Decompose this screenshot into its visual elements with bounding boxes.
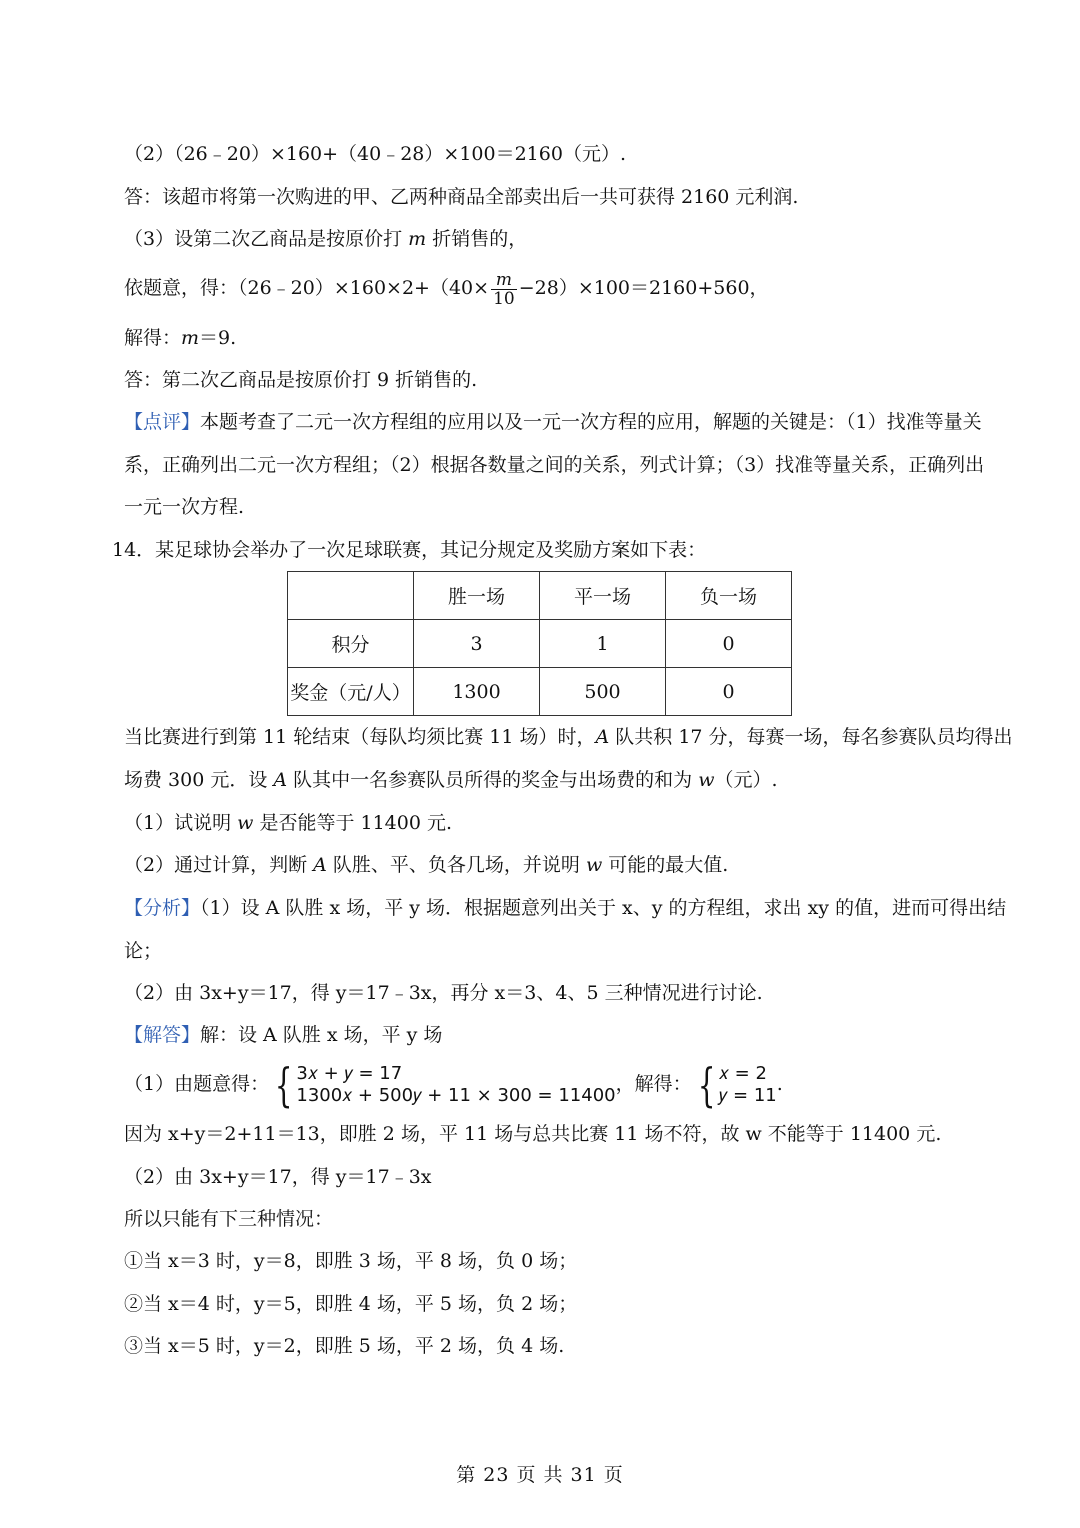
brace: { <box>697 1058 716 1112</box>
variable: m <box>181 327 200 349</box>
table-cell: 1 <box>540 620 666 668</box>
brace: { <box>274 1058 293 1112</box>
text-segment: （1）试说明 <box>124 812 238 834</box>
equation: 𝑥 = 2 <box>718 1063 767 1084</box>
text-line: ①当 x＝3 时，y＝8，即胜 3 场，平 8 场，负 0 场； <box>124 1250 578 1272</box>
variable: w <box>698 769 715 791</box>
text-segment: 折销售的， <box>426 228 528 250</box>
equation-line <box>124 1058 783 1110</box>
table-header-row <box>288 572 792 620</box>
page-footer: 第 23 页 共 31 页 <box>456 1464 624 1486</box>
equation: 1300𝑥 + 500𝑦 + 11 × 300 = 11400 <box>296 1085 616 1106</box>
text-segment: 解得： <box>124 327 182 349</box>
comment-tag: 【点评】 <box>124 411 201 433</box>
text-line: 因为 x+y＝2+11＝13，即胜 2 场，平 11 场与总共比赛 11 场不符，故 w 不能等于 11400 元. <box>124 1123 942 1145</box>
text-line: ③当 x＝5 时，y＝2，即胜 5 场，平 2 场，负 4 场. <box>124 1335 565 1357</box>
text-segment: 本题考查了二元一次方程组的应用以及一元一次方程的应用，解题的关键是：（1）找准等量关 <box>200 411 982 433</box>
text-segment: . <box>776 1073 783 1095</box>
text-line <box>124 724 1013 750</box>
solution-system <box>692 1058 777 1112</box>
text-segment: （1）设 A 队胜 x 场，平 y 场．根据题意列出关于 x、y 的方程组，求出 xy 的值，进而可得出结 <box>200 897 1007 919</box>
fraction-denominator: 10 <box>493 288 515 309</box>
equation: 3𝑥 + 𝑦 = 17 <box>296 1063 403 1084</box>
text-line <box>124 810 452 836</box>
table-cell: 平一场 <box>540 572 666 620</box>
text-segment: 队共积 17 分，每赛一场，每名参赛队员均得出 <box>609 726 1013 748</box>
table-cell: 积分 <box>288 620 414 668</box>
text-line <box>124 325 236 351</box>
text-line <box>124 409 982 435</box>
variable: A <box>273 769 288 791</box>
table-cell: 500 <box>540 668 666 716</box>
text-line <box>124 226 527 252</box>
text-line: （2）由 3x+y＝17，得 y＝17﹣3x <box>124 1166 432 1188</box>
text-segment: 是否能等于 11400 元. <box>253 812 453 834</box>
variable: A <box>313 854 327 876</box>
table-cell: 0 <box>666 668 792 716</box>
text-segment: ＝9. <box>199 327 237 349</box>
text-segment: （元）. <box>714 769 778 791</box>
table-row <box>288 620 792 668</box>
text-line <box>124 268 769 308</box>
text-line <box>124 1022 442 1048</box>
text-line: ②当 x＝4 时，y＝5，即胜 4 场，平 5 场，负 2 场； <box>124 1293 578 1315</box>
variable: w <box>237 812 254 834</box>
fraction <box>491 271 517 308</box>
table-cell: 0 <box>666 620 792 668</box>
analysis-tag: 【分析】 <box>124 897 201 919</box>
variable: w <box>585 854 603 876</box>
variable: A <box>595 726 610 748</box>
text-segment: ，解得： <box>615 1073 692 1095</box>
text-line: 所以只能有下三种情况： <box>124 1208 334 1230</box>
text-segment: （3）设第二次乙商品是按原价打 <box>124 228 409 250</box>
table-cell: 胜一场 <box>414 572 540 620</box>
text-segment: （2）通过计算，判断 <box>124 854 314 876</box>
table-cell: 3 <box>414 620 540 668</box>
text-segment: 依题意，得：（26﹣20）×160×2+（40× <box>124 277 490 299</box>
text-line: 答：该超市将第一次购进的甲、乙两种商品全部卖出后一共可获得 2160 元利润. <box>124 186 799 208</box>
text-segment: 当比赛进行到第 11 轮结束（每队均须比赛 11 场）时， <box>124 726 596 748</box>
scoring-table <box>287 571 792 716</box>
text-line: 答：第二次乙商品是按原价打 9 折销售的. <box>124 369 478 391</box>
table-cell <box>288 572 414 620</box>
question-14: 14．某足球协会举办了一次足球联赛，其记分规定及奖励方案如下表： <box>112 539 707 561</box>
text-line <box>124 895 1006 921</box>
text-segment: 可能的最大值. <box>602 854 729 876</box>
text-line <box>124 767 778 793</box>
text-segment: 解：设 A 队胜 x 场，平 y 场 <box>200 1024 443 1046</box>
table-cell: 1300 <box>414 668 540 716</box>
text-segment: 场费 300 元．设 <box>124 769 274 791</box>
text-line: 系，正确列出二元一次方程组；（2）根据各数量之间的关系，列式计算；（3）找准等量关系，正确列出 <box>124 454 985 476</box>
text-line: 一元一次方程. <box>124 496 245 518</box>
table-cell: 负一场 <box>666 572 792 620</box>
solution-tag: 【解答】 <box>124 1024 201 1046</box>
text-segment: 队胜、平、负各几场，并说明 <box>326 854 586 876</box>
table-cell: 奖金（元/人） <box>288 668 414 716</box>
text-line: 论； <box>124 940 163 962</box>
text-segment: −28）×100＝2160+560， <box>518 277 769 299</box>
equation-system <box>269 1058 616 1112</box>
text-segment: 队其中一名参赛队员所得的奖金与出场费的和为 <box>287 769 699 791</box>
text-line <box>124 852 728 878</box>
table-row <box>288 668 792 716</box>
text-segment: （1）由题意得： <box>124 1073 270 1095</box>
equation: 𝑦 = 11 <box>718 1085 777 1106</box>
variable: m <box>408 228 427 250</box>
text-line: （2）（26﹣20）×160+（40﹣28）×100＝2160（元）. <box>124 143 626 165</box>
fraction-numerator: m <box>491 271 517 290</box>
text-line: （2）由 3x+y＝17，得 y＝17﹣3x，再分 x＝3、4、5 三种情况进行讨论. <box>124 982 763 1004</box>
